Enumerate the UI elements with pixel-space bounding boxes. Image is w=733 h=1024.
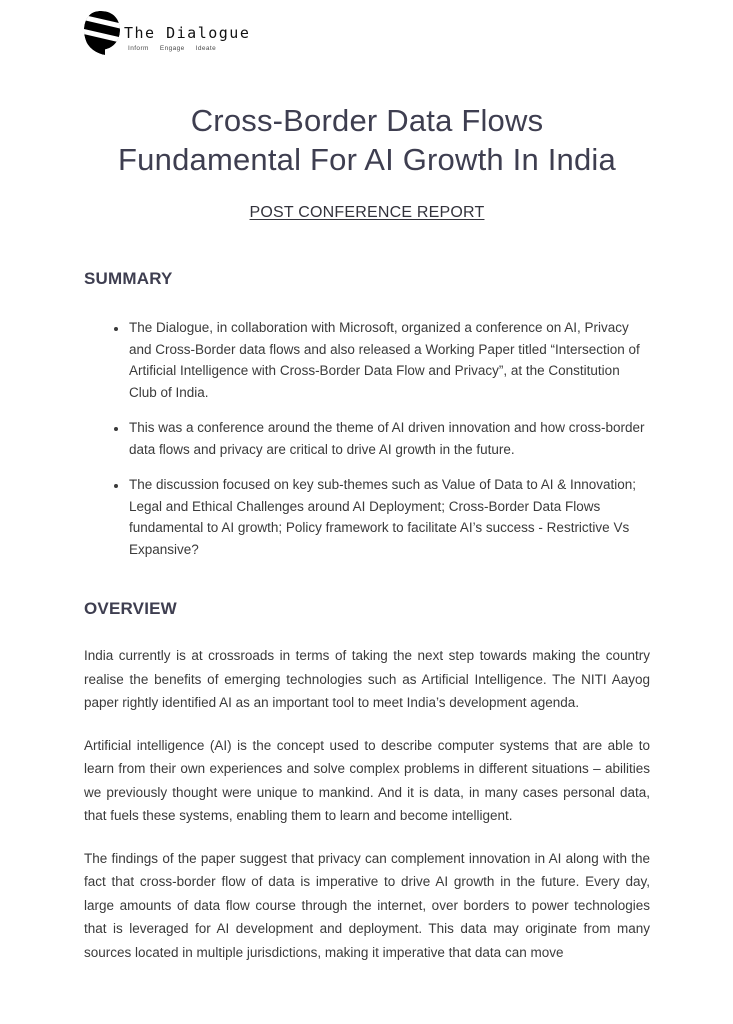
overview-paragraph-3: The findings of the paper suggest that privacy can complement innovation in AI along with the fact that cross-border flow of data is imperative to drive AI growth in the future. Every day, large amounts of data flow course through the internet, over borders to power technologies that is leveraged for AI development and deployment. This data may originate from many sources located in multiple jurisdictions, making it imperative that data can move — [84, 850, 650, 960]
logo — [80, 10, 650, 57]
summary-bullet-3: • The discussion focused on key sub-themes such as Value of Data to AI & Innovation; Legal and Ethical Challenges around AI Deployment; Cross-Border Data Flows fundamental to AI growth; Policy framework to facilitate AI’s success - Restrictive Vs Expansive? — [128, 474, 650, 560]
logo-tagline — [128, 45, 250, 52]
document-title — [84, 101, 650, 179]
logo-tagline-word: Ideate — [195, 45, 217, 52]
summary-bullet-1: • The Dialogue, in collaboration with Microsoft, organized a conference on AI, Privacy and Cross-Border data flows and also released a Working Paper titled “Intersection of Artificial Intelligence with Cross-Border Data Flow and Privacy”, at the Constitution Club of India. — [128, 317, 650, 403]
dialogue-head-icon — [80, 10, 122, 57]
summary-bullet-2: • This was a conference around the theme of AI driven innovation and how cross-border data flows and privacy are critical to drive AI growth in the future. — [128, 417, 650, 460]
logo-tagline-word: Inform — [128, 45, 149, 52]
summary-heading: SUMMARY — [84, 269, 173, 288]
overview-heading: OVERVIEW — [84, 599, 177, 618]
summary-bullet-list — [84, 317, 650, 560]
document-title-line2: Fundamental For AI Growth In India — [118, 142, 616, 177]
logo-name: The Dialogue — [124, 24, 251, 42]
document-title-line1: Cross-Border Data Flows — [190, 103, 544, 138]
overview-paragraph-2: Artificial intelligence (AI) is the concept used to describe computer systems that are able to learn from their own experiences and solve complex problems in different situations – abilities we previously thought were unique to mankind. And it is data, in many cases personal data, that fuels these systems, enabling them to learn and become intelligent. — [84, 737, 650, 823]
document-subtitle: POST CONFERENCE REPORT — [249, 204, 485, 221]
logo-text-block — [124, 10, 250, 52]
logo-tagline-word: Engage — [159, 45, 185, 52]
overview-paragraph-1: India currently is at crossroads in terms of taking the next step towards making the country realise the benefits of emerging technologies such as Artificial Intelligence. The NITI Aayog paper rightly identified AI as an important tool to meet India’s development agenda. — [84, 648, 650, 710]
